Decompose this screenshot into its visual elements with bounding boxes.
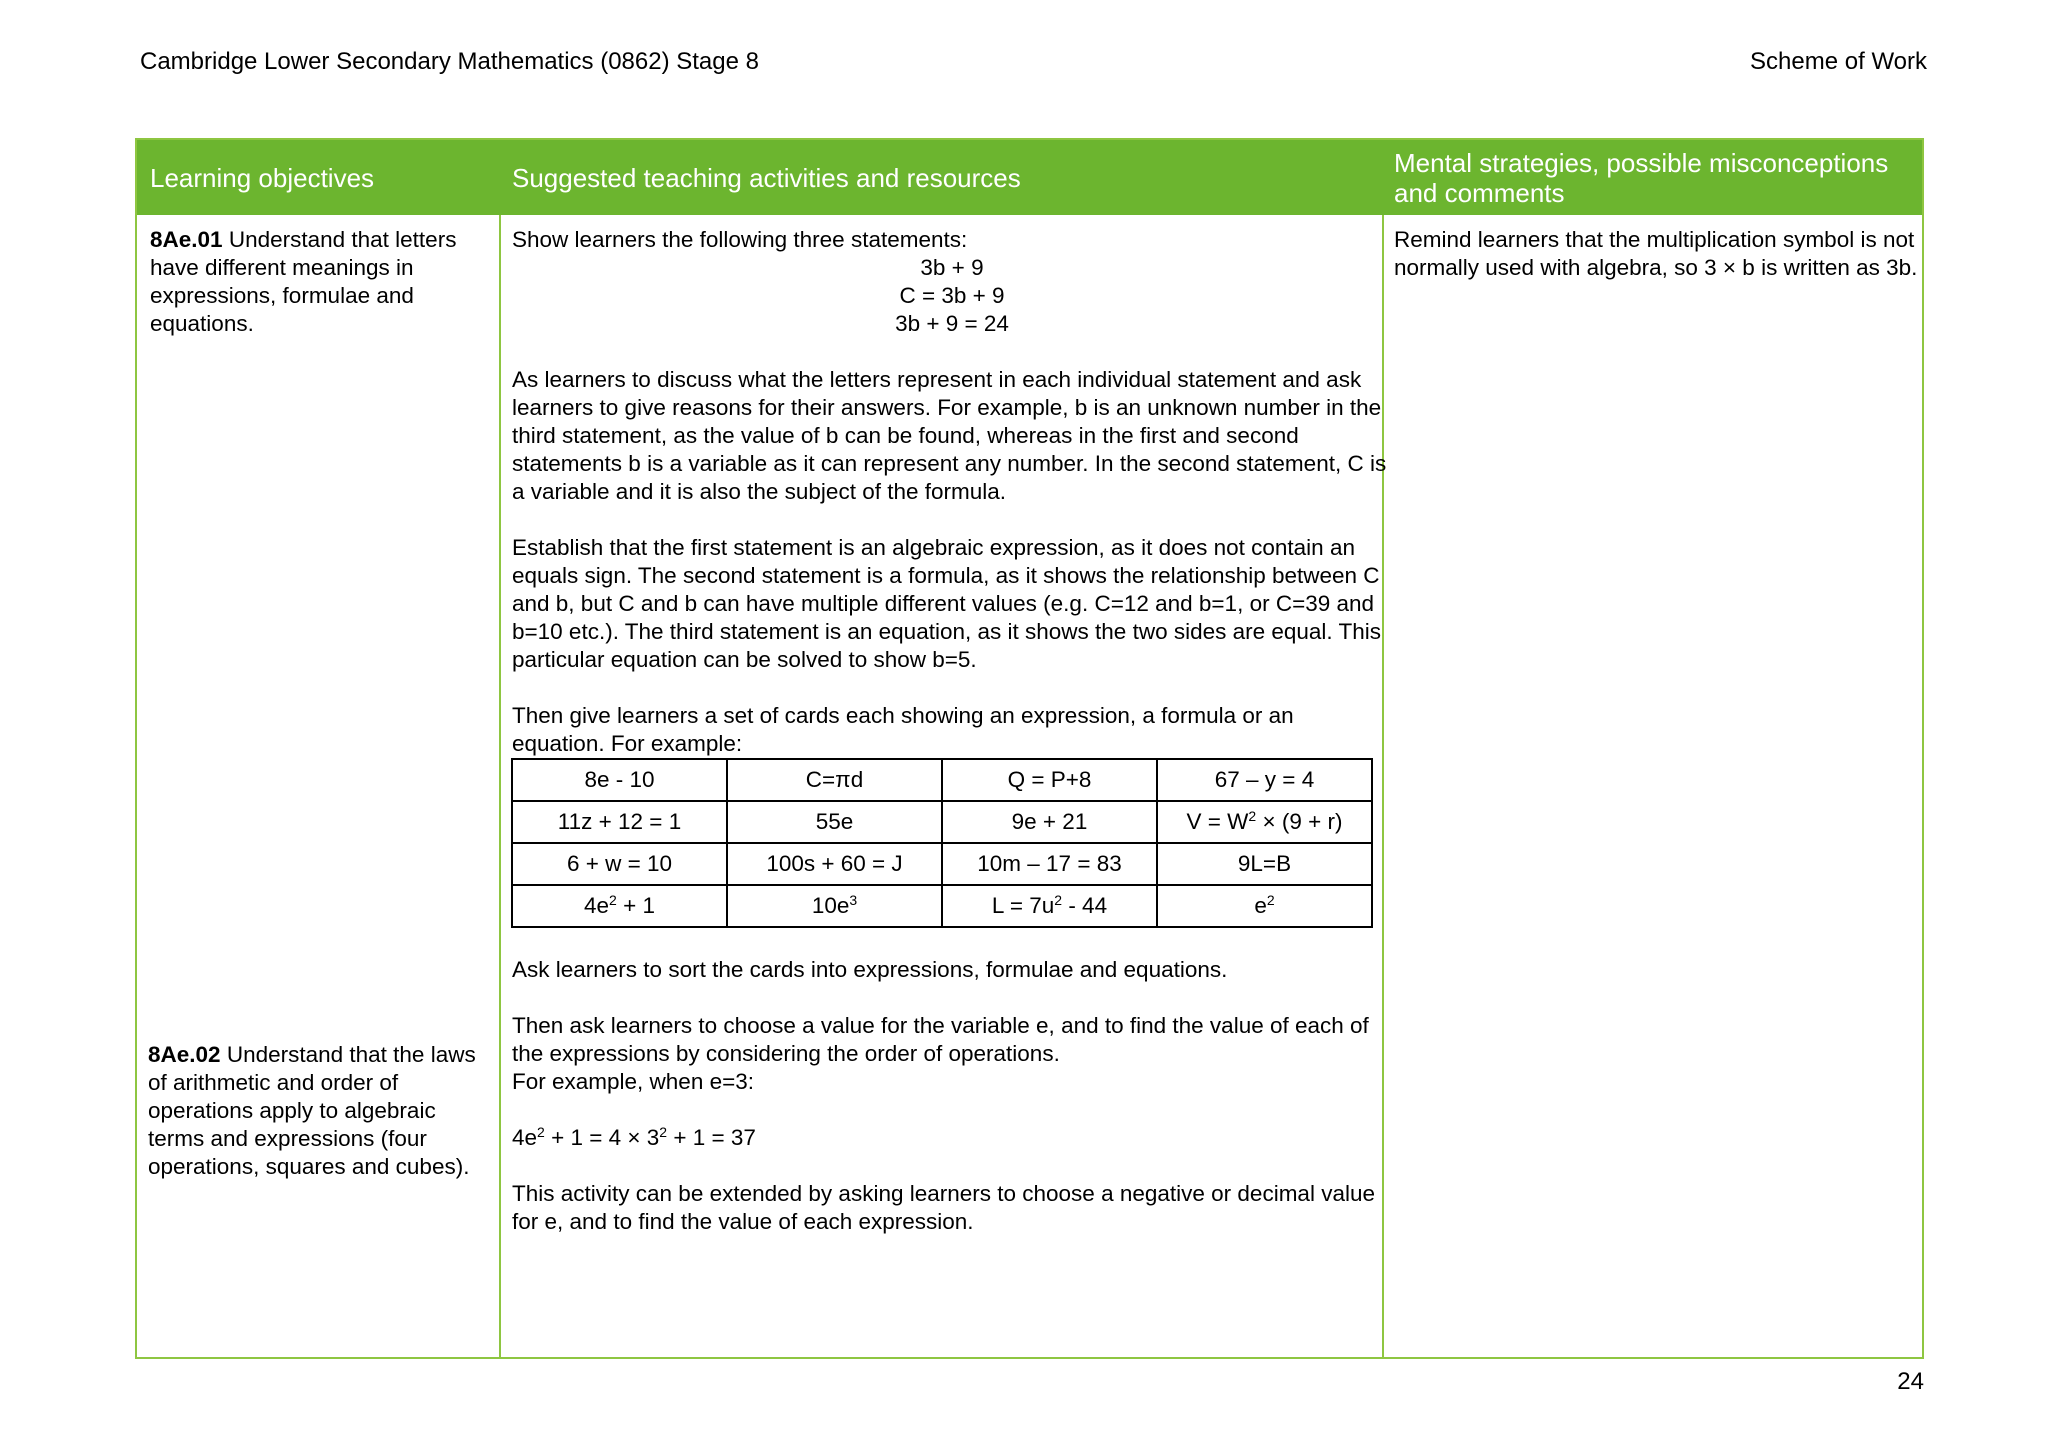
statement: 3b + 9	[920, 255, 984, 280]
card-text: 4e	[584, 893, 610, 918]
learning-objectives-cell	[150, 226, 500, 338]
card-cell	[1157, 801, 1372, 843]
teaching-activities-cell	[512, 226, 1392, 1236]
card-text: 10e	[811, 893, 850, 918]
card-cell	[727, 885, 942, 927]
card-cell: 9L=B	[1157, 843, 1372, 885]
activity-paragraph: As learners to discuss what the letters represent in each individual statement and ask learners to give reasons for their answers. For example, b is an unknown number in the third statement, as the value of b can be found, whereas in the first and second statements b is a variable as it can represent any number. In the second statement, C is a variable and it is also the subject of the formula.	[512, 367, 1387, 504]
activity-paragraph: This activity can be extended by asking learners to choose a negative or decimal value for e, and to find the value of each expression.	[512, 1181, 1375, 1234]
worked-example	[512, 1124, 1392, 1152]
activity-paragraph: For example, when e=3:	[512, 1069, 755, 1094]
page-number: 24	[1897, 1368, 1924, 1395]
objective-8ae01	[150, 226, 500, 338]
superscript: 2	[609, 892, 617, 908]
card-text: V = W	[1186, 809, 1249, 834]
superscript: 3	[849, 892, 858, 908]
card-text: × (9 + r)	[1256, 809, 1343, 834]
table-row	[512, 885, 1372, 927]
card-cell: 10m – 17 = 83	[942, 843, 1157, 885]
example-part: + 1 = 37	[667, 1125, 756, 1150]
table-row	[512, 843, 1372, 885]
statement: 3b + 9 = 24	[895, 311, 1009, 336]
table-header-row	[137, 140, 1922, 215]
superscript: 2	[659, 1124, 668, 1140]
card-text: - 44	[1062, 893, 1108, 918]
superscript: 2	[1266, 892, 1275, 908]
document-header-type: Scheme of Work	[1750, 48, 1927, 75]
column-divider	[499, 215, 501, 1357]
card-text: e	[1254, 893, 1267, 918]
expression-cards-table	[511, 758, 1373, 928]
card-cell: 6 + w = 10	[512, 843, 727, 885]
activity-paragraph: Establish that the first statement is an algebraic expression, as it does not contain an equals sign. The second statement is a formula, as it shows the relationship between C and b, but C and b can have multiple different values (e.g. C=12 and b=1, or C=39 and b=10 etc.). The third statement is an equation, as it shows the two sides are equal. This particular equation can be solved to show b=5.	[512, 535, 1382, 672]
card-cell	[942, 885, 1157, 927]
card-text: + 1	[616, 893, 655, 918]
statement: C = 3b + 9	[899, 283, 1005, 308]
activity-intro: Show learners the following three statements:	[512, 227, 968, 252]
header-comments: Mental strategies, possible misconceptions and comments	[1394, 147, 1889, 208]
card-cell	[512, 885, 727, 927]
objective-8ae02	[148, 1041, 498, 1181]
superscript: 2	[1054, 892, 1063, 908]
superscript: 2	[1248, 808, 1257, 824]
card-cell: 67 – y = 4	[1157, 759, 1372, 801]
activity-paragraph: Then give learners a set of cards each showing an expression, a formula or an equation. For example:	[512, 703, 1294, 756]
comments-cell	[1394, 226, 1919, 282]
objective-text: Understand that letters have different meanings in expressions, formulae and equations.	[150, 227, 457, 336]
header-learning-objectives: Learning objectives	[150, 162, 375, 193]
objective-code: 8Ae.01	[150, 227, 223, 252]
card-cell: 55e	[727, 801, 942, 843]
card-text: L = 7u	[991, 893, 1055, 918]
card-cell: Q = P+8	[942, 759, 1157, 801]
table-row	[512, 759, 1372, 801]
comment-text: Remind learners that the multiplication symbol is not normally used with algebra, so 3 × b is written as 3b.	[1394, 227, 1918, 280]
objective-code: 8Ae.02	[148, 1042, 221, 1067]
card-cell: C=πd	[727, 759, 942, 801]
card-cell: 11z + 12 = 1	[512, 801, 727, 843]
superscript: 2	[537, 1124, 545, 1140]
example-part: 4e	[512, 1125, 538, 1150]
document-header-title: Cambridge Lower Secondary Mathematics (0862) Stage 8	[140, 48, 759, 75]
card-cell	[1157, 885, 1372, 927]
objective-text: Understand that the laws of arithmetic and order of operations apply to algebraic terms and expressions (four operations, squares and cubes).	[148, 1042, 476, 1179]
card-cell: 100s + 60 = J	[727, 843, 942, 885]
activity-paragraph: Then ask learners to choose a value for the variable e, and to find the value of each of the expressions by considering the order of operations.	[512, 1013, 1369, 1066]
table-row	[512, 801, 1372, 843]
card-cell: 9e + 21	[942, 801, 1157, 843]
example-part: + 1 = 4 × 3	[544, 1125, 660, 1150]
header-teaching-activities: Suggested teaching activities and resources	[512, 162, 1021, 193]
card-cell: 8e - 10	[512, 759, 727, 801]
activity-paragraph: Ask learners to sort the cards into expressions, formulae and equations.	[512, 957, 1228, 982]
